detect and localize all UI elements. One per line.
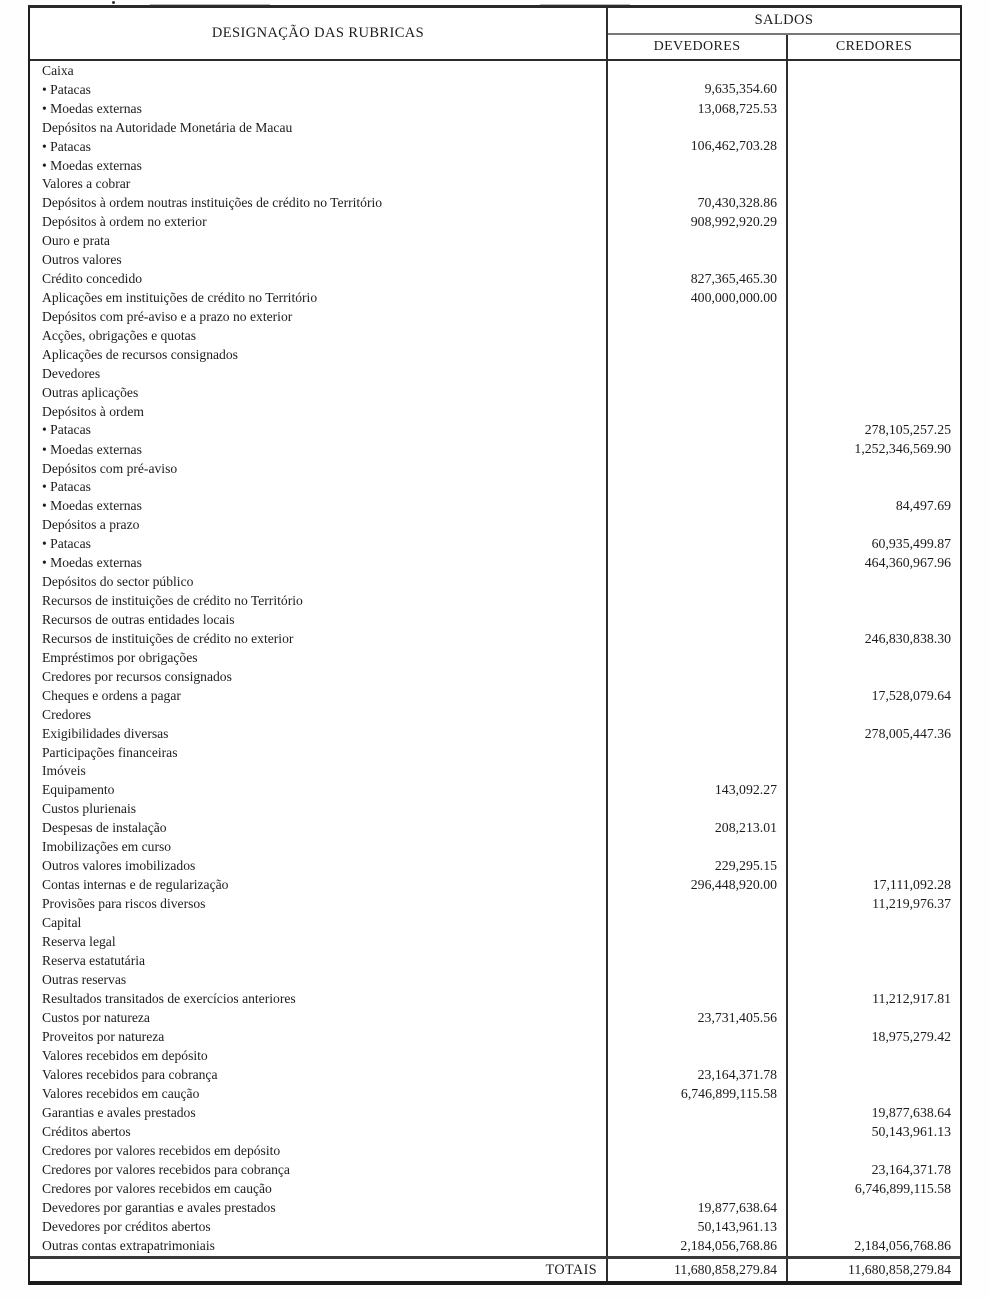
row-label: Imóveis [30, 762, 608, 781]
balance-sheet-table [28, 5, 962, 1285]
row-label: Crédito concedido [30, 269, 608, 288]
row-label: Despesas de instalação [30, 819, 608, 838]
row-credores-value [788, 269, 960, 288]
table-row [30, 705, 960, 724]
row-devedores-value [608, 743, 788, 762]
row-devedores-value [608, 592, 788, 611]
row-devedores-value [608, 232, 788, 251]
row-devedores-value [608, 914, 788, 933]
table-row [30, 1122, 960, 1141]
row-devedores-value [608, 308, 788, 327]
row-label: Valores recebidos para cobrança [30, 1065, 608, 1084]
table-row [30, 402, 960, 421]
row-label: Recursos de outras entidades locais [30, 610, 608, 629]
row-credores-value: 1,252,346,569.90 [854, 441, 951, 457]
table-row [30, 573, 960, 592]
row-credores-value: 246,830,838.30 [864, 630, 951, 646]
row-credores-value [788, 743, 960, 762]
row-devedores-value: 13,068,725.53 [608, 99, 788, 118]
row-label: Outros valores [30, 251, 608, 270]
row-credores-value [788, 232, 960, 251]
row-label: Credores por valores recebidos para cobrança [30, 1160, 608, 1179]
row-devedores-value [608, 478, 788, 497]
table-row [30, 156, 960, 175]
row-devedores-value [608, 383, 788, 402]
row-label: Credores [30, 705, 608, 724]
table-row [30, 800, 960, 819]
row-devedores-value [608, 724, 788, 743]
row-devedores-value [608, 573, 788, 592]
row-credores-value [788, 213, 960, 232]
table-row [30, 762, 960, 781]
row-devedores-value [608, 554, 788, 573]
row-devedores-value [608, 1160, 788, 1179]
header-saldos-group [608, 8, 960, 59]
row-devedores-value [608, 1122, 788, 1141]
row-devedores-value [608, 175, 788, 194]
table-row [30, 648, 960, 667]
row-label: Créditos abertos [30, 1122, 608, 1141]
row-credores-value [788, 610, 960, 629]
scan-artifact-dot [112, 1, 115, 4]
table-row [30, 592, 960, 611]
table-row [30, 1103, 960, 1122]
table-row [30, 970, 960, 989]
row-devedores-value [608, 251, 788, 270]
table-row [30, 1084, 960, 1103]
table-row [30, 629, 960, 648]
row-credores-value [788, 933, 960, 952]
row-label: Credores por valores recebidos em caução [30, 1179, 608, 1198]
table-row [30, 175, 960, 194]
row-devedores-value [608, 648, 788, 667]
table-row [30, 440, 960, 459]
row-label: Ouro e prata [30, 232, 608, 251]
row-devedores-value [608, 838, 788, 857]
row-devedores-value [608, 686, 788, 705]
row-label: Garantias e avales prestados [30, 1103, 608, 1122]
row-devedores-value [608, 61, 788, 80]
row-credores-value [788, 838, 960, 857]
row-label: • Patacas [30, 421, 608, 440]
row-credores-value [788, 402, 960, 421]
row-credores-value [788, 383, 960, 402]
row-label: Proveitos por natureza [30, 1027, 608, 1046]
header-saldos-subcolumns [608, 35, 960, 59]
row-credores-value: 23,164,371.78 [871, 1161, 951, 1177]
table-row [30, 1141, 960, 1160]
row-label: Participações financeiras [30, 743, 608, 762]
table-row [30, 99, 960, 118]
table-row [30, 345, 960, 364]
row-label: Custos plurienais [30, 800, 608, 819]
row-credores-value [788, 1198, 960, 1217]
row-credores-value [788, 516, 960, 535]
row-label: Valores recebidos em depósito [30, 1046, 608, 1065]
row-label: Reserva estatutária [30, 951, 608, 970]
row-credores-value [788, 648, 960, 667]
row-credores-value: 84,497.69 [895, 498, 951, 514]
row-devedores-value [608, 970, 788, 989]
row-label: Empréstimos por obrigações [30, 648, 608, 667]
row-devedores-value: 6,746,899,115.58 [608, 1084, 788, 1103]
table-row [30, 1198, 960, 1217]
row-label: Depósitos na Autoridade Monetária de Macau [30, 118, 608, 137]
row-credores-value [788, 326, 960, 345]
row-credores-value [788, 914, 960, 933]
row-credores-value [788, 1008, 960, 1027]
row-devedores-value: 908,992,920.29 [608, 213, 788, 232]
row-devedores-value [608, 421, 788, 440]
row-credores-value [788, 175, 960, 194]
row-label: Custos por natureza [30, 1008, 608, 1027]
table-row [30, 383, 960, 402]
row-devedores-value: 2,184,056,768.86 [608, 1237, 788, 1256]
row-label: Depósitos com pré-aviso [30, 459, 608, 478]
table-row [30, 686, 960, 705]
row-devedores-value [608, 762, 788, 781]
header-credores: CREDORES [835, 39, 913, 54]
row-devedores-value [608, 364, 788, 383]
row-devedores-value [608, 345, 788, 364]
row-credores-value [788, 61, 960, 80]
row-label: • Moedas externas [30, 554, 608, 573]
row-devedores-value: 296,448,920.00 [608, 876, 788, 895]
row-label: • Moedas externas [30, 440, 608, 459]
row-devedores-value: 208,213.01 [608, 819, 788, 838]
row-credores-value [788, 1141, 960, 1160]
row-credores-value [788, 478, 960, 497]
table-row [30, 1160, 960, 1179]
table-row [30, 667, 960, 686]
table-row [30, 1237, 960, 1256]
row-label: • Moedas externas [30, 156, 608, 175]
row-devedores-value [608, 1027, 788, 1046]
table-row [30, 1179, 960, 1198]
row-credores-value: 17,111,092.28 [872, 877, 951, 893]
table-row [30, 61, 960, 80]
row-devedores-value [608, 535, 788, 554]
row-label: Depósitos à ordem [30, 402, 608, 421]
row-credores-value: 11,212,917.81 [872, 990, 951, 1006]
row-label: Caixa [30, 61, 608, 80]
row-label: Equipamento [30, 781, 608, 800]
table-row [30, 933, 960, 952]
header-devedores: DEVEDORES [608, 35, 788, 59]
table-row [30, 478, 960, 497]
row-label: Contas internas e de regularização [30, 876, 608, 895]
table-row [30, 989, 960, 1008]
row-credores-value [788, 459, 960, 478]
row-credores-value [788, 667, 960, 686]
table-row [30, 326, 960, 345]
row-credores-value [788, 251, 960, 270]
row-devedores-value [608, 516, 788, 535]
row-label: • Moedas externas [30, 497, 608, 516]
table-row [30, 251, 960, 270]
table-row [30, 1027, 960, 1046]
table-row [30, 80, 960, 99]
row-label: Aplicações de recursos consignados [30, 345, 608, 364]
table-row [30, 497, 960, 516]
row-credores-value: 464,360,967.96 [864, 555, 951, 571]
row-credores-value [788, 345, 960, 364]
row-label: Outros valores imobilizados [30, 857, 608, 876]
row-credores-value [788, 705, 960, 724]
row-label: Reserva legal [30, 933, 608, 952]
row-devedores-value: 50,143,961.13 [608, 1218, 788, 1237]
row-credores-value [788, 1218, 960, 1237]
table-row [30, 951, 960, 970]
header-designacao-das-rubricas: DESIGNAÇÃO DAS RUBRICAS [30, 8, 608, 59]
row-devedores-value [608, 326, 788, 345]
table-row [30, 194, 960, 213]
row-devedores-value [608, 1103, 788, 1122]
row-credores-value: 2,184,056,768.86 [854, 1238, 951, 1254]
row-credores-value [788, 762, 960, 781]
row-devedores-value: 106,462,703.28 [608, 137, 788, 156]
row-credores-value [788, 970, 960, 989]
row-credores-value [788, 857, 960, 876]
table-header [30, 8, 960, 61]
table-row [30, 857, 960, 876]
row-label: • Patacas [30, 478, 608, 497]
table-row [30, 213, 960, 232]
row-label: Provisões para riscos diversos [30, 895, 608, 914]
table-row [30, 838, 960, 857]
row-credores-value: 6,746,899,115.58 [854, 1181, 951, 1197]
row-credores-value [788, 156, 960, 175]
row-label: Depósitos à ordem no exterior [30, 213, 608, 232]
table-row [30, 610, 960, 629]
row-label: Outras contas extrapatrimoniais [30, 1237, 608, 1256]
row-label: Recursos de instituições de crédito no Território [30, 592, 608, 611]
row-credores-value [788, 819, 960, 838]
row-label: Depósitos com pré-aviso e a prazo no exterior [30, 308, 608, 327]
row-credores-value [788, 781, 960, 800]
table-row [30, 895, 960, 914]
table-row [30, 724, 960, 743]
row-credores-value [788, 1084, 960, 1103]
totals-label: TOTAIS [30, 1259, 608, 1281]
row-devedores-value: 19,877,638.64 [608, 1198, 788, 1217]
row-label: • Patacas [30, 137, 608, 156]
row-credores-value [788, 1065, 960, 1084]
row-credores-value [788, 364, 960, 383]
row-devedores-value [608, 989, 788, 1008]
row-label: Aplicações em instituições de crédito no Território [30, 289, 608, 308]
row-devedores-value [608, 118, 788, 137]
table-row [30, 1046, 960, 1065]
row-devedores-value: 827,365,465.30 [608, 269, 788, 288]
table-row [30, 516, 960, 535]
row-label: Valores recebidos em caução [30, 1084, 608, 1103]
row-devedores-value [608, 440, 788, 459]
row-credores-value: 278,105,257.25 [864, 422, 951, 438]
row-label: Credores por valores recebidos em depósito [30, 1141, 608, 1160]
row-label: Imobilizações em curso [30, 838, 608, 857]
row-devedores-value [608, 1141, 788, 1160]
row-devedores-value [608, 951, 788, 970]
row-label: Devedores por garantias e avales prestados [30, 1198, 608, 1217]
row-credores-value [788, 308, 960, 327]
row-credores-value [788, 951, 960, 970]
row-label: Capital [30, 914, 608, 933]
table-row [30, 118, 960, 137]
table-row [30, 781, 960, 800]
row-credores-value [788, 80, 960, 99]
row-label: Recursos de instituições de crédito no exterior [30, 629, 608, 648]
table-row [30, 1065, 960, 1084]
row-devedores-value: 23,164,371.78 [608, 1065, 788, 1084]
table-row [30, 554, 960, 573]
row-devedores-value: 9,635,354.60 [608, 80, 788, 99]
row-credores-value [788, 118, 960, 137]
totals-devedores-value: 11,680,858,279.84 [608, 1259, 788, 1281]
row-credores-value: 278,005,447.36 [864, 725, 951, 741]
table-row [30, 819, 960, 838]
row-credores-value [788, 1046, 960, 1065]
row-credores-value [788, 573, 960, 592]
row-devedores-value [608, 610, 788, 629]
table-row [30, 308, 960, 327]
row-label: Depósitos do sector público [30, 573, 608, 592]
table-row [30, 421, 960, 440]
row-devedores-value [608, 497, 788, 516]
row-credores-value: 11,219,976.37 [872, 896, 951, 912]
row-label: Resultados transitados de exercícios anteriores [30, 989, 608, 1008]
row-devedores-value [608, 1046, 788, 1065]
row-devedores-value [608, 800, 788, 819]
row-label: Depósitos a prazo [30, 516, 608, 535]
row-credores-value: 60,935,499.87 [871, 536, 951, 552]
row-devedores-value [608, 667, 788, 686]
row-devedores-value [608, 895, 788, 914]
table-row [30, 364, 960, 383]
row-label: Exigibilidades diversas [30, 724, 608, 743]
row-devedores-value: 70,430,328.86 [608, 194, 788, 213]
totals-credores-value: 11,680,858,279.84 [848, 1262, 951, 1278]
row-credores-value [788, 137, 960, 156]
table-row [30, 743, 960, 762]
row-credores-value: 50,143,961.13 [871, 1124, 951, 1140]
row-devedores-value [608, 402, 788, 421]
row-devedores-value [608, 933, 788, 952]
row-credores-value [788, 592, 960, 611]
row-devedores-value [608, 459, 788, 478]
row-credores-value [788, 289, 960, 308]
row-credores-value [788, 800, 960, 819]
row-label: • Patacas [30, 80, 608, 99]
row-label: Acções, obrigações e quotas [30, 326, 608, 345]
row-label: Valores a cobrar [30, 175, 608, 194]
table-row [30, 914, 960, 933]
row-label: Devedores [30, 364, 608, 383]
table-row [30, 535, 960, 554]
row-credores-value [788, 194, 960, 213]
table-row [30, 232, 960, 251]
table-row [30, 876, 960, 895]
totals-row [30, 1256, 960, 1281]
row-devedores-value: 400,000,000.00 [608, 289, 788, 308]
table-row [30, 459, 960, 478]
header-saldos: SALDOS [608, 8, 960, 35]
row-devedores-value [608, 1179, 788, 1198]
row-label: Outras aplicações [30, 383, 608, 402]
table-row [30, 289, 960, 308]
row-label: • Patacas [30, 535, 608, 554]
row-label: Depósitos à ordem noutras instituições de crédito no Território [30, 194, 608, 213]
row-credores-value: 19,877,638.64 [871, 1104, 951, 1120]
table-body [30, 61, 960, 1256]
row-label: Cheques e ordens a pagar [30, 686, 608, 705]
row-devedores-value: 143,092.27 [608, 781, 788, 800]
row-devedores-value: 23,731,405.56 [608, 1008, 788, 1027]
table-row [30, 1008, 960, 1027]
table-row [30, 137, 960, 156]
row-credores-value [788, 99, 960, 118]
row-label: Credores por recursos consignados [30, 667, 608, 686]
row-label: Outras reservas [30, 970, 608, 989]
table-row [30, 269, 960, 288]
row-devedores-value [608, 705, 788, 724]
table-row [30, 1218, 960, 1237]
row-devedores-value: 229,295.15 [608, 857, 788, 876]
row-label: Devedores por créditos abertos [30, 1218, 608, 1237]
row-devedores-value [608, 156, 788, 175]
row-credores-value: 18,975,279.42 [871, 1028, 951, 1044]
row-devedores-value [608, 629, 788, 648]
row-credores-value: 17,528,079.64 [871, 687, 951, 703]
row-label: • Moedas externas [30, 99, 608, 118]
